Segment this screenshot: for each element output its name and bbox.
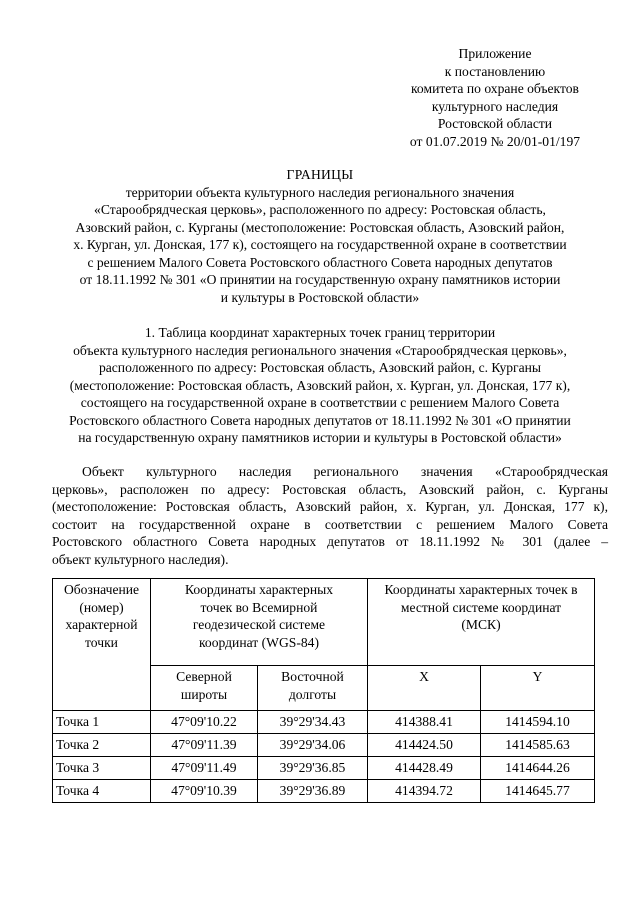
point-name: Точка 1: [53, 711, 151, 734]
point-x: 414388.41: [368, 711, 481, 734]
appendix-line: культурного наследия: [431, 98, 559, 114]
table-row: [53, 734, 595, 757]
point-y: 1414645.77: [481, 780, 595, 803]
paragraph-line: церковь», расположен по адресу: Ростовская область, Азовский район, с. Курганы: [52, 481, 608, 497]
caption-line: объекта культурного наследия регионального значения «Старообрядческая церковь»,: [73, 342, 567, 358]
table-row: [53, 711, 595, 734]
appendix-line: Ростовской области: [437, 116, 553, 131]
title-line: территории объекта культурного наследия регионального значения: [125, 184, 515, 200]
header-x: X: [368, 666, 481, 711]
appendix-line: комитета по охране объектов: [411, 81, 579, 96]
point-x: 414424.50: [368, 734, 481, 757]
point-latitude: 47°09'11.39: [151, 734, 258, 757]
paragraph-line: Объект культурного наследия регионального значения «Старообрядческая: [82, 464, 608, 479]
point-longitude: 39°29'34.43: [258, 711, 368, 734]
point-latitude: 47°09'10.39: [151, 780, 258, 803]
header-east-longitude: Восточной долготы: [258, 666, 368, 711]
coordinates-table: [52, 578, 595, 803]
appendix-line: Приложение: [458, 46, 532, 61]
title-heading: ГРАНИЦЫ: [286, 167, 354, 182]
caption-line: на государственную охрану памятников истории и культуры в Ростовской области»: [78, 430, 562, 445]
point-x: 414428.49: [368, 757, 481, 780]
title-line: х. Курган, ул. Донская, 177 к), состоящего на государственной охране в соответствии: [73, 237, 567, 252]
point-y: 1414585.63: [481, 734, 595, 757]
caption-line: состоящего на государственной охране в соответствии с решением Малого Совета: [80, 395, 560, 410]
caption-line: расположенного по адресу: Ростовская область, Азовский район, с. Курганы: [98, 360, 542, 375]
title-line: с решением Малого Совета Ростовского областного Совета народных депутатов: [87, 254, 553, 270]
header-msk: Координаты характерных точек в местной системе координат (МСК): [368, 579, 595, 666]
point-x: 414394.72: [368, 780, 481, 803]
appendix-date-number: от 01.07.2019 № 20/01-01/197: [409, 133, 581, 149]
paragraph-line: Ростовского областного Совета народных депутатов от 18.11.1992 № 301 (далее –: [52, 534, 608, 549]
title-line: от 18.11.1992 № 301 «О принятии на государственную охрану памятников истории: [79, 272, 561, 287]
point-name: Точка 2: [53, 734, 151, 757]
header-designation: Обозначение (номер) характерной точки: [53, 579, 151, 711]
point-y: 1414594.10: [481, 711, 595, 734]
header-y: Y: [481, 666, 595, 711]
paragraph-line: состоит на государственной охране в соответствии с решением Малого Совета: [52, 516, 608, 532]
table-caption: [40, 324, 600, 447]
caption-line: (местоположение: Ростовская область, Азовский район, х. Курган, ул. Донская, 177 к),: [69, 377, 571, 393]
point-y: 1414644.26: [481, 757, 595, 780]
document-title: [40, 166, 600, 306]
table-header-row: [53, 579, 595, 666]
table-row: [53, 780, 595, 803]
point-longitude: 39°29'34.06: [258, 734, 368, 757]
point-latitude: 47°09'11.49: [151, 757, 258, 780]
point-name: Точка 3: [53, 757, 151, 780]
point-longitude: 39°29'36.89: [258, 780, 368, 803]
title-line: и культуры в Ростовской области»: [220, 289, 420, 305]
point-name: Точка 4: [53, 780, 151, 803]
point-longitude: 39°29'36.85: [258, 757, 368, 780]
title-line: Азовский район, с. Курганы (местоположение: Ростовская область, Азовский район,: [75, 219, 565, 235]
header-north-latitude: Северной широты: [151, 666, 258, 711]
point-latitude: 47°09'10.22: [151, 711, 258, 734]
appendix-block: [380, 45, 610, 150]
caption-line: 1. Таблица координат характерных точек границ территории: [144, 325, 496, 340]
paragraph-line: (местоположение: Ростовская область, Азовский район, х. Курган, ул. Донская, 177 к),: [52, 499, 608, 514]
header-wgs84: Координаты характерных точек во Всемирной геодезической системе координат (WGS-84): [151, 579, 368, 666]
appendix-line: к постановлению: [444, 63, 546, 79]
table-row: [53, 757, 595, 780]
title-line: «Старообрядческая церковь», расположенного по адресу: Ростовская область,: [94, 202, 546, 217]
object-description-paragraph: [52, 463, 608, 568]
paragraph-line: объект культурного наследия).: [52, 551, 229, 567]
caption-line: Ростовского областного Совета народных депутатов от 18.11.1992 № 301 «О принятии: [69, 412, 571, 428]
